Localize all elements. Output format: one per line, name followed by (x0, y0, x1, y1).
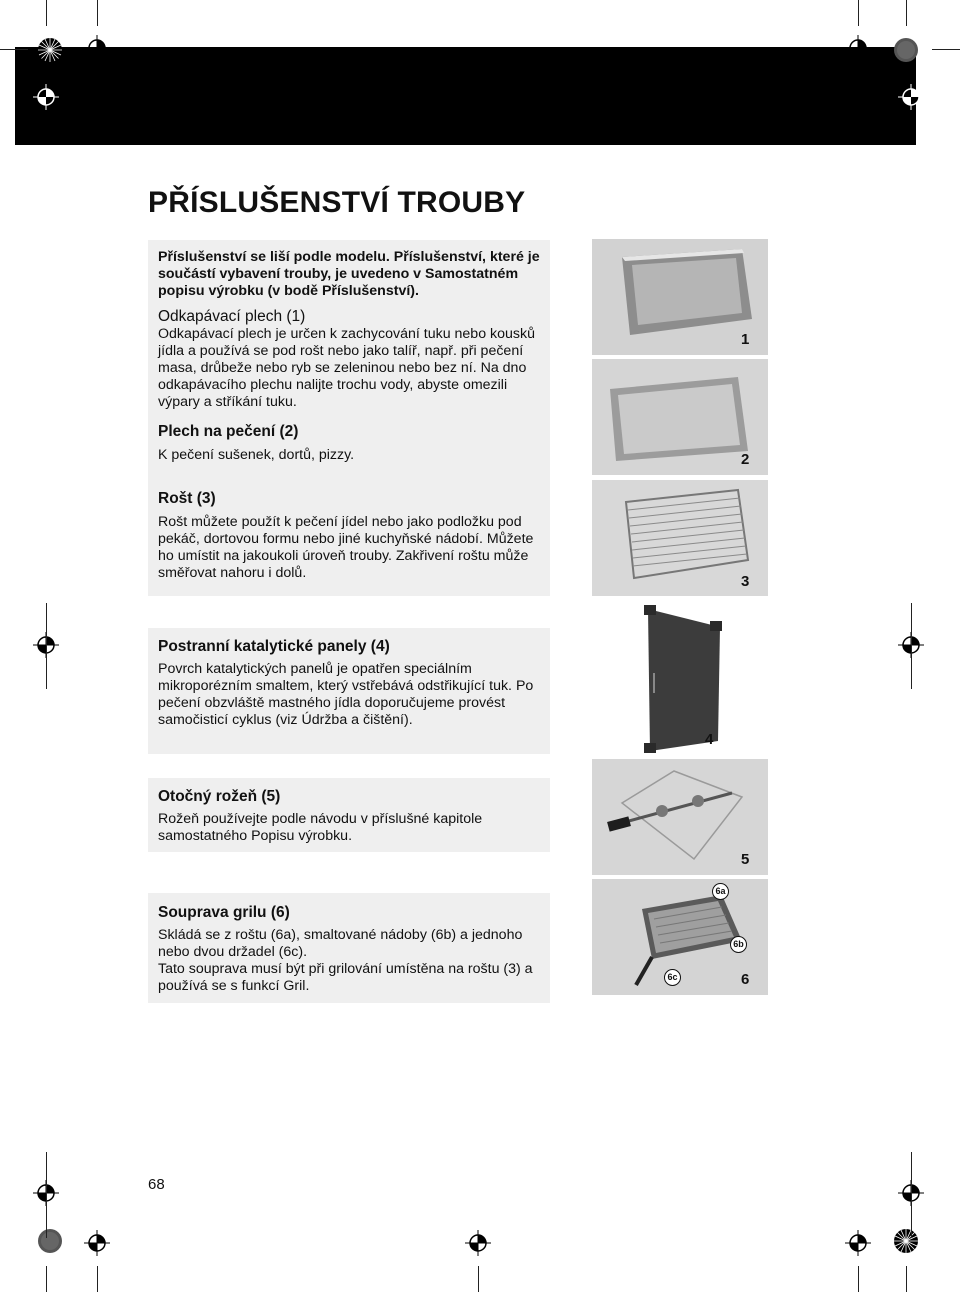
section-heading: Otočný rožeň (5) (158, 788, 281, 805)
trim-mark (906, 0, 907, 26)
callout-6b: 6b (730, 936, 747, 953)
figure-number: 2 (741, 451, 750, 468)
trim-mark (906, 1266, 907, 1292)
callout-6c: 6c (664, 969, 681, 986)
section-text: Odkapávací plech je určen k zachycování tuku nebo kousků jídla a používá se pod rošt nebo jako talíř, např. při pečení masa, drůbeže nebo ryb se zeleninou nebo bez ní. Na dno odkapávacího plechu nalijte trochu vody, abyste omezili výpary a stříkání tuku. (158, 326, 535, 410)
trim-mark (46, 1266, 47, 1292)
header-black-band (15, 47, 916, 145)
section-text: Rožeň používejte podle návodu v příslušné kapitole samostatného Popisu výrobku. (158, 811, 483, 844)
trim-mark (97, 1266, 98, 1292)
section-heading: Rošt (3) (158, 490, 216, 507)
section-heading: Plech na pečení (2) (158, 423, 299, 440)
crosshair-icon (465, 1230, 491, 1256)
trim-mark (46, 603, 47, 689)
text-panel-spit (148, 778, 550, 852)
section-heading: Odkapávací plech (1) (158, 308, 306, 325)
page-number: 68 (148, 1176, 165, 1193)
figure-number: 5 (741, 851, 750, 868)
figure-number: 4 (705, 731, 714, 748)
registration-gray-dot-icon (37, 1228, 63, 1254)
section-text: Skládá se z roštu (6a), smaltované nádoby (6b) a jednoho nebo dvou držadel (6c). Tato souprava musí být při grilování umístěna na roštu (3) a používá se s funkcí Gril. (158, 927, 533, 994)
registration-gray-dot-icon (893, 37, 919, 63)
trim-mark (858, 1266, 859, 1292)
figure-number: 6 (741, 971, 750, 988)
trim-mark (46, 1152, 47, 1238)
figure-number: 3 (741, 573, 750, 590)
trim-mark (858, 0, 859, 26)
figure-number: 1 (741, 331, 750, 348)
trim-mark (97, 0, 98, 26)
text-panel-catalytic (148, 628, 550, 754)
section-heading: Postranní katalytické panely (4) (158, 638, 390, 655)
registration-star-icon (893, 1228, 919, 1254)
crosshair-icon (84, 1230, 110, 1256)
trim-mark (46, 0, 47, 26)
crosshair-icon (845, 35, 871, 61)
text-panel-grill-kit (148, 893, 550, 1003)
section-text: Povrch katalytických panelů je opatřen speciálním mikroporézním smaltem, který vstřebává odstřikující tuk. Po pečení obzvláště mastného jídla doporučujeme provést samočisticí cyklus (viz Údržba a čištění). (158, 661, 534, 728)
section-text: K pečení sušenek, dortů, pizzy. (158, 447, 355, 463)
page-title: PŘÍSLUŠENSTVÍ TROUBY (148, 186, 526, 219)
crosshair-icon (845, 1230, 871, 1256)
trim-mark (478, 1266, 479, 1292)
crosshair-icon (898, 84, 924, 110)
trim-mark (932, 49, 960, 50)
trim-mark (911, 1152, 912, 1238)
callout-6a: 6a (712, 883, 729, 900)
trim-mark (0, 49, 28, 50)
crosshair-icon (84, 35, 110, 61)
intro-text: Příslušenství se liší podle modelu. Příslušenství, které je součástí vybavení trouby, je uvedeno v Samostatném popisu výrobku (v bodě Příslušenství). (158, 249, 540, 299)
crosshair-icon (33, 84, 59, 110)
section-text: Rošt můžete použít k pečení jídel nebo jako podložku pod pekáč, dortovou formu nebo jiné kuchyňské nádobí. Můžete ho umístit na jakoukoli úroveň trouby. Zakřivení roštu může směřovat nahoru i dolů. (158, 514, 534, 581)
section-heading: Souprava grilu (6) (158, 904, 290, 921)
registration-star-icon (37, 37, 63, 63)
trim-mark (911, 603, 912, 689)
text-panel-trays (148, 240, 550, 596)
